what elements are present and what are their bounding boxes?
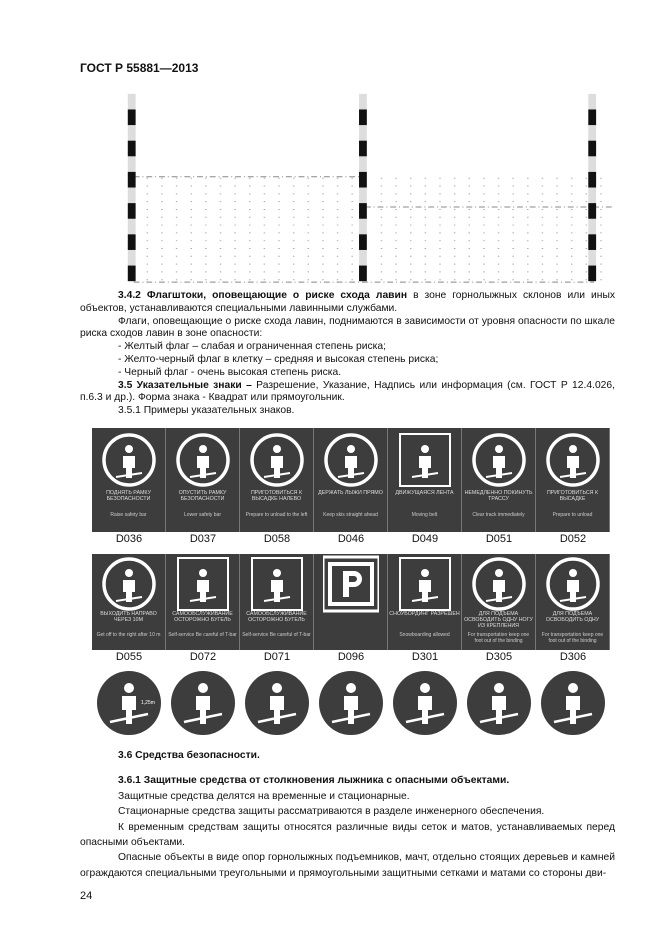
skier-chair-icon	[392, 670, 458, 736]
sign-text-ru: ВЫХОДИТЬ НАПРАВО ЧЕРЕЗ 10М	[100, 611, 157, 623]
sign-d036	[92, 428, 166, 546]
sign-d096	[314, 554, 388, 664]
sign-d046	[314, 428, 388, 546]
sign-code: D306	[559, 651, 587, 663]
flagpole-figure	[100, 88, 620, 288]
sign-examples	[92, 428, 610, 738]
sign-text-ru: САМООБСЛУЖИВАНИЕ ОСТОРОЖНО БУГЕЛЬ	[246, 611, 307, 623]
sign-text-ru: ПРИГОТОВИТЬСЯ К ВЫСАДКЕ НАЛЕВО	[250, 490, 303, 502]
parking-icon	[323, 555, 379, 613]
sign-code: D036	[115, 533, 143, 545]
flagpole-band	[359, 109, 367, 125]
sign-image	[536, 554, 610, 650]
sign-text-ru: ДЕРЖАТЬ ЛЫЖИ ПРЯМО	[318, 490, 383, 496]
sign-code: D049	[411, 533, 439, 545]
sign-code: D058	[263, 533, 291, 545]
sign-text-ru: ПОДНЯТЬ РАМКУ БЕЗОПАСНОСТИ	[106, 490, 151, 502]
flagpole-band	[359, 234, 367, 250]
sign-text-ru: НЕМЕДЛЕННО ПОКИНУТЬ ТРАССУ	[464, 490, 533, 502]
chair-lift-board-icon	[170, 670, 236, 736]
flagpole-band	[359, 266, 367, 282]
flagpole-band	[359, 172, 367, 188]
sign-d072	[166, 554, 240, 664]
pictogram	[388, 668, 462, 738]
sign-image	[92, 428, 166, 532]
sign-image	[388, 428, 462, 532]
sign-text-en: Moving belt	[411, 512, 438, 518]
sign-code: D052	[559, 533, 587, 545]
sign-image	[536, 428, 610, 532]
section-3-6	[80, 748, 615, 881]
sign-code: D301	[411, 651, 439, 663]
sign-text-en: Raise safety bar	[110, 512, 147, 518]
sign-d051	[462, 428, 536, 546]
pictogram	[536, 668, 610, 738]
section-heading: 3.4.2 Флагштоки, оповещающие о риске схода лавин	[118, 290, 408, 301]
paragraph: К временным средствам защиты относятся различные виды сеток и матов, устанавливаемых перед опасными объектами.	[80, 821, 615, 849]
paragraph: 3.5.1 Примеры указательных знаков.	[118, 405, 295, 417]
section-heading: 3.6 Средства безопасности.	[118, 750, 260, 761]
paragraph: Опасные объекты в виде опор горнолыжных подъемников, мачт, отдельно стоящих деревьев и камней ограждаются специальными треугольными и прямоугольными защитными сетками и матами со стороны дви-	[80, 852, 615, 879]
snowboard-icon	[397, 555, 453, 613]
sign-d071	[240, 554, 314, 664]
paragraph: Разрешение, Указание, Надпись или информация (см. ГОСТ Р 12.4.026, п.6.3 и др.). Форма знака - Квадрат или прямоугольник.	[80, 379, 615, 404]
chair-lift-bar-icon	[244, 670, 310, 736]
sign-image	[166, 554, 240, 650]
document-header: ГОСТ Р 55881—2013	[80, 61, 199, 75]
sign-image	[462, 554, 536, 650]
flagpole-band	[588, 203, 596, 219]
sign-text-en: Keep skis straight ahead	[323, 512, 378, 518]
flagpole-band	[588, 141, 596, 157]
sign-text-en: For transportation keep one foot out of the binding	[467, 632, 530, 644]
sign-d058	[240, 428, 314, 546]
sign-text-en: Self-service Be careful of T-bar	[168, 632, 237, 638]
sign-d306	[536, 554, 610, 664]
sign-code: D071	[263, 651, 291, 663]
list-item: - Желто-черный флаг в клетку – средняя и высокая степень риска;	[118, 353, 439, 365]
sign-code: D305	[485, 651, 513, 663]
sign-d301	[388, 554, 462, 664]
sign-code: D046	[337, 533, 365, 545]
section-heading: 3.5 Указательные знаки –	[118, 379, 252, 391]
sign-text-ru: ДЛЯ ПОДЪЕМА ОСВОБОДИТЬ ОДНУ	[545, 611, 600, 623]
subsection-heading: 3.6.1 Защитные средства от столкновения лыжника с опасными объектами.	[118, 775, 510, 787]
pictogram	[240, 668, 314, 738]
sign-code: D072	[189, 651, 217, 663]
sign-d052	[536, 428, 610, 546]
sign-image	[314, 554, 388, 650]
hand-poles-icon	[318, 670, 384, 736]
flagpole-band	[588, 266, 596, 282]
sign-d037	[166, 428, 240, 546]
sign-d049	[388, 428, 462, 546]
sign-text-en: Snowboarding allowed	[399, 632, 450, 638]
flagpole-band	[128, 266, 136, 282]
flagpole-band	[588, 109, 596, 125]
pictogram	[92, 668, 166, 738]
moving-belt-icon	[397, 431, 453, 489]
snowboard-foot-out-icon	[471, 555, 527, 613]
section-3-4-2	[80, 290, 615, 418]
tbar-single-icon	[249, 555, 305, 613]
flagpole-band	[359, 203, 367, 219]
pictogram	[166, 668, 240, 738]
flagpole-band	[588, 172, 596, 188]
paragraph: в зоне горнолыжных склонов или иных объектов, устанавливаются специальными лавинными службами.	[80, 290, 615, 314]
person-tbar-icon	[540, 670, 606, 736]
flagpole-band	[359, 141, 367, 157]
sign-image	[240, 554, 314, 650]
flagpole-band	[128, 141, 136, 157]
sign-code: D055	[115, 651, 143, 663]
list-item: - Черный флаг - очень высокая степень риска.	[118, 366, 342, 378]
paragraph: Флаги, оповещающие о риске схода лавин, поднимаются в зависимости от уровня опасности по шкале риска сходов лавин в зоне опасности:	[80, 315, 615, 340]
flagpole-band	[128, 172, 136, 188]
snowboard-lift-icon	[545, 555, 601, 613]
sign-image	[240, 428, 314, 532]
paragraph: Стационарные средства защиты рассматриваются в разделе инженерного обеспечения.	[118, 806, 545, 818]
flagpole-band	[128, 234, 136, 250]
unload-left-icon	[249, 431, 305, 489]
flagpole-band	[128, 203, 136, 219]
sign-image	[92, 554, 166, 650]
sign-text-en: Self-service Be careful of T-bar	[242, 632, 311, 638]
sign-text-en: Get off to the right after 10 m	[96, 632, 161, 638]
sign-image	[388, 554, 462, 650]
sign-text-ru: ДВИЖУЩАЯСЯ ЛЕНТА	[395, 490, 454, 496]
sign-text-en: Lower safety bar	[184, 512, 221, 518]
flagpole-band	[128, 109, 136, 125]
sign-text-ru: ОПУСТИТЬ РАМКУ БЕЗОПАСНОСТИ	[178, 490, 227, 502]
sign-text-ru: САМООБСЛУЖИВАНИЕ ОСТОРОЖНО БУГЕЛЬ	[172, 611, 233, 623]
pictogram	[314, 668, 388, 738]
chairlift-bar-down-icon	[175, 431, 231, 489]
clear-track-icon	[471, 431, 527, 489]
chairlift-bar-up-icon	[101, 431, 157, 489]
sign-text-ru: ДЛЯ ПОДЪЕМА ОСВОБОДИТЬ ОДНУ НОГУ ИЗ КРЕПЛЕНИЯ	[464, 611, 533, 629]
list-item: - Желтый флаг – слабая и ограниченная степень риска;	[118, 341, 386, 353]
sign-row	[92, 554, 610, 664]
gondola-icon	[466, 670, 532, 736]
flagpole-band	[588, 234, 596, 250]
sign-text-en: Prepare to unload	[552, 512, 593, 518]
sign-d305	[462, 554, 536, 664]
sign-d055	[92, 554, 166, 664]
sign-text-en: Prepare to unload to the left	[245, 512, 308, 518]
sign-code: D051	[485, 533, 513, 545]
sign-code: D096	[337, 651, 365, 663]
prepare-unload-icon	[545, 431, 601, 489]
child-height-icon	[96, 670, 162, 736]
sign-text-ru: ПРИГОТОВИТЬСЯ К ВЫСАДКЕ	[546, 490, 599, 502]
sign-code: D037	[189, 533, 217, 545]
sign-text-en: For transportation keep one foot out of the binding	[541, 632, 604, 644]
tbar-double-icon	[175, 555, 231, 613]
sign-image	[166, 428, 240, 532]
sign-text-ru: СНОУБОРДИНГ РАЗРЕШЕН	[389, 611, 460, 617]
skis-straight-icon	[323, 431, 379, 489]
exit-right-icon	[101, 555, 157, 613]
sign-image	[314, 428, 388, 532]
paragraph: Защитные средства делятся на временные и стационарные.	[118, 790, 410, 802]
sign-image	[462, 428, 536, 532]
page-number: 24	[80, 890, 93, 902]
height-label: 1,25m	[141, 700, 155, 706]
pictogram-row	[92, 668, 610, 738]
pictogram	[462, 668, 536, 738]
sign-row	[92, 428, 610, 546]
sign-text-en: Clear track immediately	[472, 512, 525, 518]
